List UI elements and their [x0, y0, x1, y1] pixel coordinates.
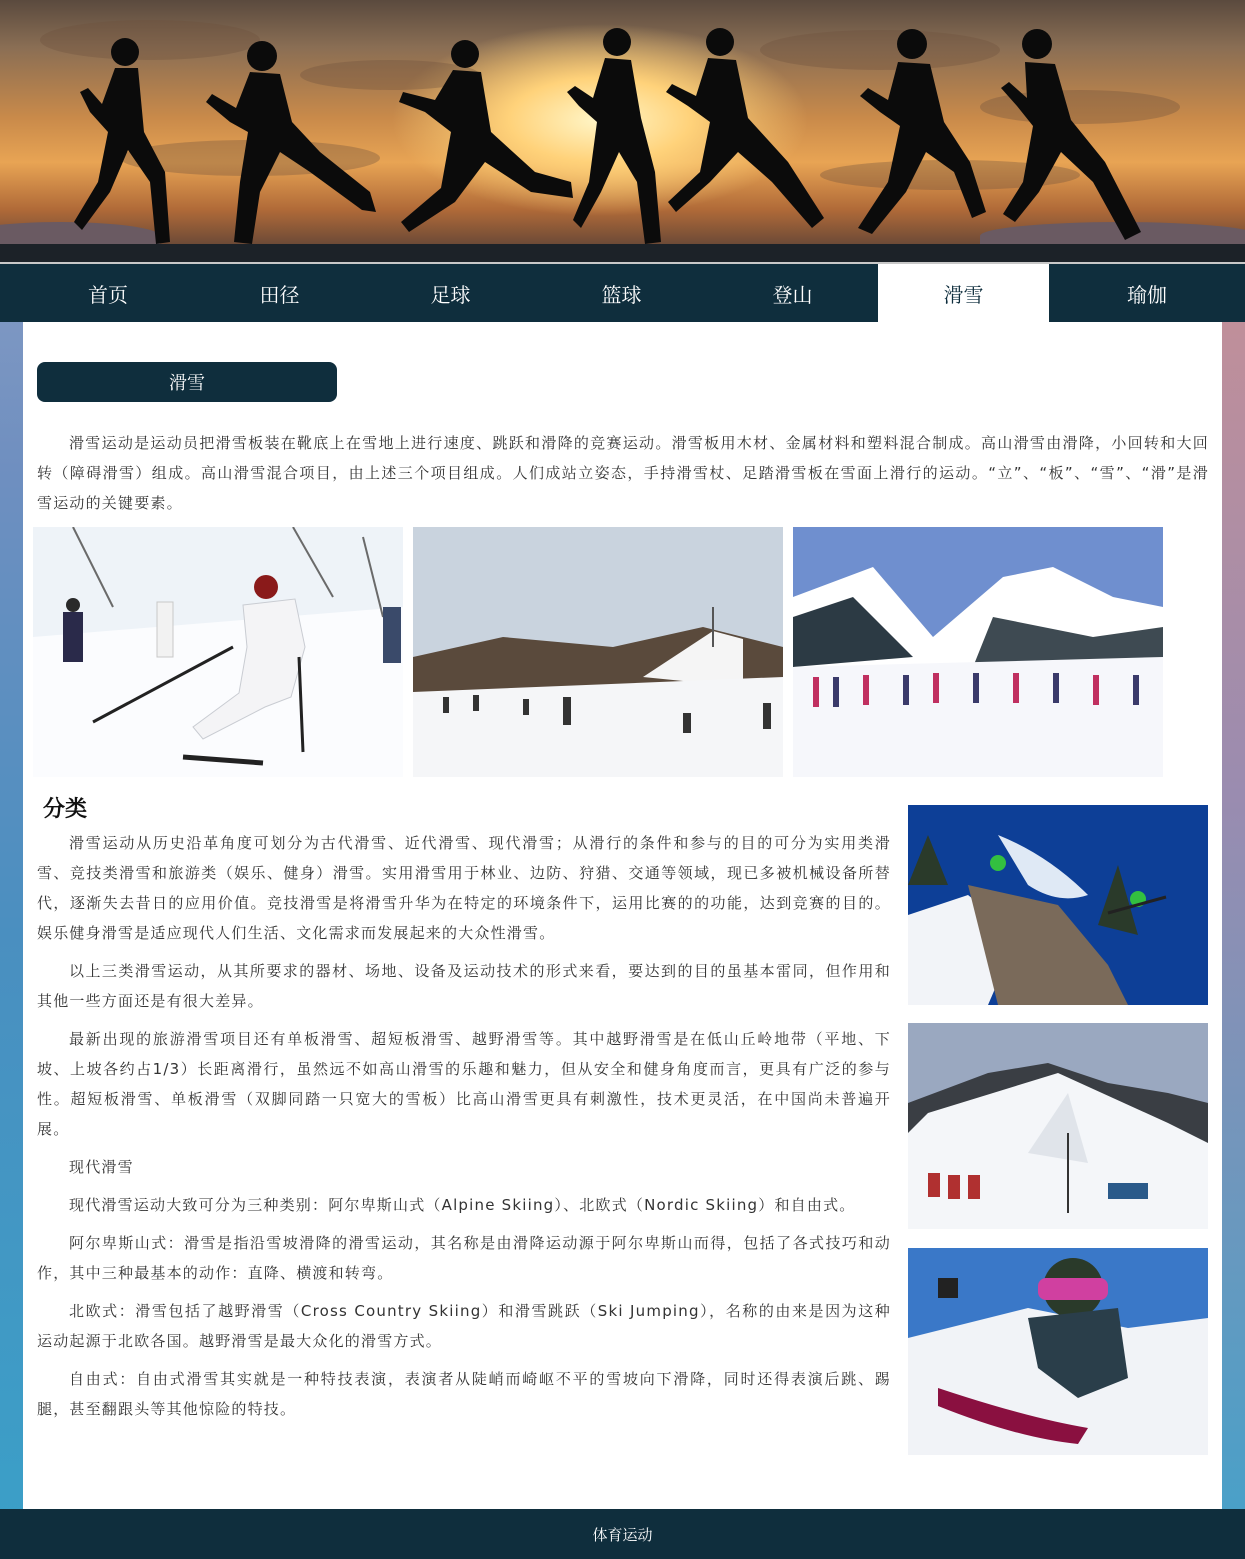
- header-banner: [0, 0, 1245, 262]
- photo-ski-resort-mountain: [908, 1023, 1208, 1229]
- nav-item-climbing[interactable]: 登山: [772, 282, 813, 307]
- runner-silhouette-6: [840, 22, 990, 252]
- nav-item-home[interactable]: 首页: [88, 282, 128, 307]
- nav-item-basketball[interactable]: 篮球: [601, 282, 642, 307]
- intro-paragraph: 滑雪运动是运动员把滑雪板装在靴底上在雪地上进行速度、跳跃和滑降的竞赛运动。滑雪板用木材、金属材料和塑料混合制成。高山滑雪由滑降，小回转和大回转（障碍滑雪）组成。高山滑雪混合项目，由上述三个项目组成。人们成站立姿态，手持滑雪杖、足踏滑雪板在雪面上滑行的运动。“立”、“板”、“雪”、“滑”是滑雪运动的关键要素。: [37, 434, 1209, 512]
- category-body: [37, 828, 891, 1432]
- section-title: 滑雪: [37, 362, 337, 402]
- subheading-modern-skiing: 现代滑雪: [69, 1158, 134, 1176]
- photo-ski-resort-slope: [413, 527, 783, 777]
- category-paragraph: 最新出现的旅游滑雪项目还有单板滑雪、超短板滑雪、越野滑雪等。其中越野滑雪是在低山丘岭地带（平地、下坡、上坡各约占1/3）长距离滑行，虽然远不如高山滑雪的乐趣和魅力，但从安全和健身角度而言，更具有广泛的参与性。超短板滑雪、单板滑雪（双脚同踏一只宽大的雪板）比高山滑雪更具有刺激性，技术更灵活，在中国尚未普遍开展。: [37, 1030, 891, 1138]
- category-paragraph: 北欧式：滑雪包括了越野滑雪（Cross Country Skiing）和滑雪跳跃（Ski Jumping），名称的由来是因为这种运动起源于北欧各国。越野滑雪是最大众化的滑雪方式。: [37, 1302, 891, 1350]
- runner-silhouette-1: [70, 32, 180, 252]
- runner-silhouette-3: [395, 32, 575, 252]
- photo-snowboarder: [908, 1248, 1208, 1455]
- footer: [0, 1509, 1245, 1559]
- runner-silhouette-4: [565, 22, 665, 252]
- main-content: [23, 322, 1222, 1509]
- footer-text: 体育运动: [592, 1525, 653, 1544]
- category-paragraph: 滑雪运动从历史沿革角度可划分为古代滑雪、近代滑雪、现代滑雪；从滑行的条件和参与的目的可分为实用类滑雪、竞技类滑雪和旅游类（娱乐、健身）滑雪。实用滑雪用于林业、边防、狩猎、交通等领域，现已多被机械设备所替代，逐渐失去昔日的应用价值。竞技滑雪是将滑雪升华为在特定的环境条件下，运用比赛的的功能，达到竞赛的目的。娱乐健身滑雪是适应现代人们生活、文化需求而发展起来的大众性滑雪。: [37, 834, 891, 942]
- category-paragraph: 现代滑雪运动大致可分为三种类别：阿尔卑斯山式（Alpine Skiing）、北欧式（Nordic Skiing）和自由式。: [69, 1196, 856, 1214]
- main-nav: [0, 262, 1245, 322]
- nav-item-yoga[interactable]: 瑜伽: [1127, 282, 1167, 307]
- nav-item-skiing[interactable]: 滑雪: [878, 264, 1049, 322]
- category-paragraph: 自由式：自由式滑雪其实就是一种特技表演，表演者从陡峭而崎岖不平的雪坡向下滑降，同时还得表演后跳、踢腿，甚至翻跟头等其他惊险的特技。: [37, 1370, 891, 1418]
- category-paragraph: 阿尔卑斯山式：滑雪是指沿雪坡滑降的滑雪运动，其名称是由滑降运动源于阿尔卑斯山而得，包括了各式技巧和动作，其中三种最基本的动作：直降、横渡和转弯。: [37, 1234, 891, 1282]
- nav-item-athletics[interactable]: 田径: [259, 282, 300, 307]
- photo-skier-white-suit: [33, 527, 403, 777]
- photo-freestyle-jump: [908, 805, 1208, 1005]
- category-heading: 分类: [43, 797, 88, 822]
- runner-silhouette-7: [995, 22, 1145, 252]
- runner-silhouette-2: [200, 32, 380, 252]
- photo-cross-country-crowd: [793, 527, 1163, 777]
- category-paragraph: 以上三类滑雪运动，从其所要求的器材、场地、设备及运动技术的形式来看，要达到的目的虽基本雷同，但作用和其他一些方面还是有很大差异。: [37, 962, 891, 1010]
- runner-silhouette-5: [660, 22, 830, 252]
- nav-item-football[interactable]: 足球: [430, 282, 471, 307]
